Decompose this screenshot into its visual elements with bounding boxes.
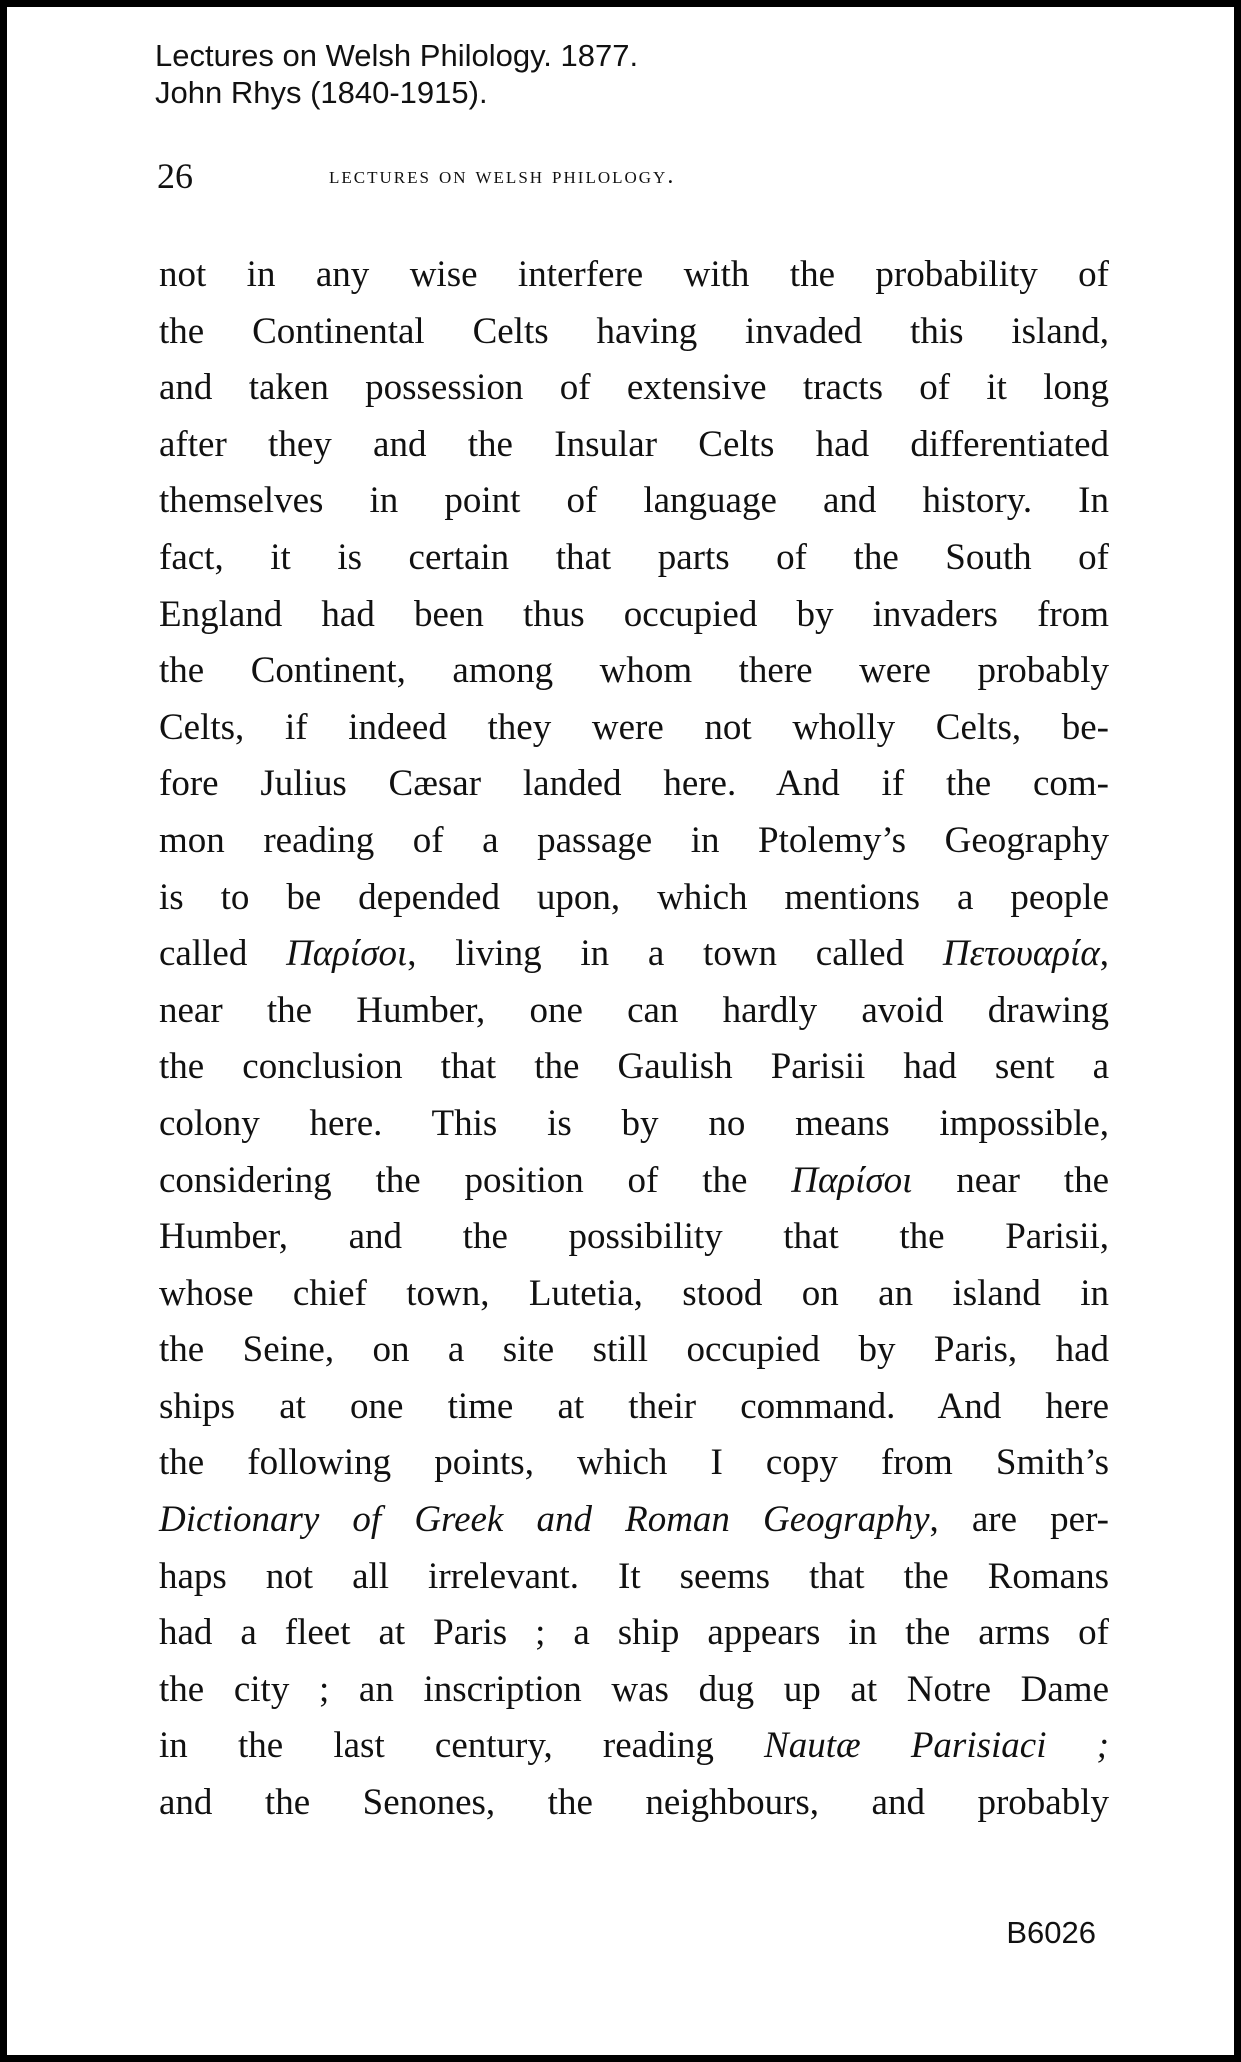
- text-line: the Seine, on a site still occupied by Paris, had: [159, 1329, 1109, 1371]
- text-line: Dictionary of Greek and Roman Geography, are per-: [159, 1499, 1109, 1541]
- text-line: ships at one time at their command. And here: [159, 1385, 1109, 1427]
- caption-author: John Rhys (1840-1915).: [155, 75, 488, 110]
- text-line: near the Humber, one can hardly avoid drawing: [159, 989, 1109, 1031]
- text-line: Humber, and the possibility that the Parisii,: [159, 1216, 1109, 1258]
- text-line: haps not all irrelevant. It seems that the Romans: [159, 1555, 1109, 1597]
- caption-title: Lectures on Welsh Philology. 1877.: [155, 38, 639, 73]
- text-line: fact, it is certain that parts of the South of: [159, 536, 1109, 578]
- text-line: fore Julius Cæsar landed here. And if the com-: [159, 763, 1109, 805]
- text-line: called Παρίσοι, living in a town called Πετουαρία,: [159, 933, 1110, 975]
- text-line: the Continent, among whom there were probably: [159, 650, 1109, 692]
- text-line: Celts, if indeed they were not wholly Celts, be-: [159, 706, 1109, 748]
- text-line: themselves in point of language and history. In: [159, 480, 1109, 522]
- inscription-text: Nautæ Parisiaci ;: [764, 1725, 1109, 1767]
- text-line: the conclusion that the Gaulish Parisii had sent a: [159, 1046, 1109, 1088]
- text-line: in the last century, reading Nautæ Parisiaci ;: [159, 1725, 1109, 1767]
- greek-term: Παρίσοι: [286, 933, 408, 975]
- greek-term: Πετουαρία: [942, 933, 1100, 975]
- text-line: the city ; an inscription was dug up at Notre Dame: [159, 1668, 1109, 1710]
- text-line: considering the position of the Παρίσοι near the: [159, 1159, 1109, 1201]
- text-line: not in any wise interfere with the probability of: [159, 254, 1109, 295]
- text-line: the following points, which I copy from Smith’s: [159, 1442, 1109, 1484]
- text-line: England had been thus occupied by invaders from: [159, 593, 1109, 635]
- running-head: [157, 154, 1107, 198]
- text-line: had a fleet at Paris ; a ship appears in the arms of: [159, 1612, 1109, 1654]
- greek-term: Παρίσοι: [791, 1159, 913, 1201]
- text-line: after they and the Insular Celts had differentiated: [159, 423, 1109, 465]
- book-title: Dictionary of Greek and Roman Geography: [159, 1499, 930, 1541]
- text-line: is to be depended upon, which mentions a people: [159, 876, 1109, 918]
- body-text: [159, 247, 1109, 1832]
- page-number: 26: [157, 156, 193, 196]
- catalog-id: B6026: [1006, 1915, 1096, 1950]
- text-line: whose chief town, Lutetia, stood on an island in: [159, 1272, 1109, 1314]
- text-line: the Continental Celts having invaded this island,: [159, 310, 1109, 352]
- text-line: mon reading of a passage in Ptolemy’s Geography: [159, 819, 1109, 861]
- text-line: colony here. This is by no means impossible,: [159, 1102, 1109, 1144]
- running-title: lectures on welsh philology.: [329, 163, 676, 189]
- text-line: and taken possession of extensive tracts of it long: [159, 367, 1109, 409]
- source-caption: [155, 37, 638, 111]
- text-line: and the Senones, the neighbours, and probably: [159, 1782, 1109, 1824]
